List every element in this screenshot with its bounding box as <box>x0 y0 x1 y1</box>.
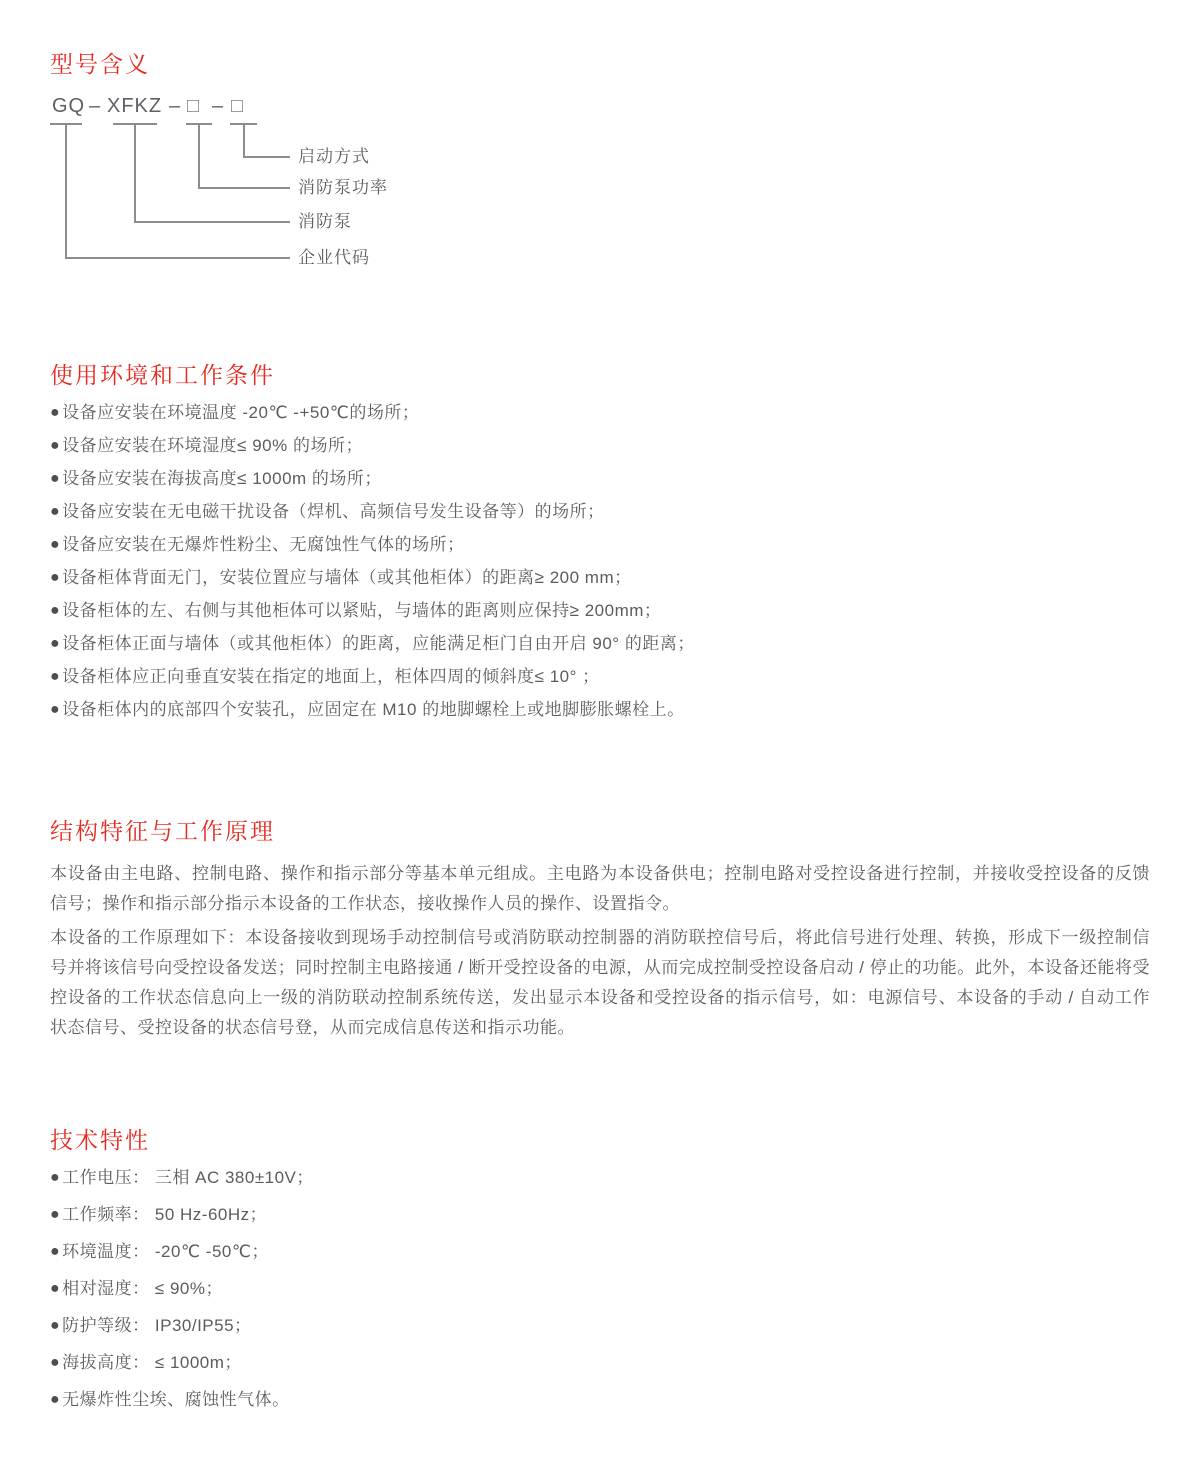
section-title-model-meaning: 型号含义 <box>50 51 150 77</box>
section-structure-principle <box>50 817 1150 1043</box>
list-item <box>50 700 1150 720</box>
diagram-label-fire-pump: 消防泵 <box>298 212 352 231</box>
list-item-text: 相对湿度： ≤ 90%； <box>62 1279 223 1298</box>
list-item-text: 设备应安装在无爆炸性粉尘、无腐蚀性气体的场所； <box>62 535 465 554</box>
section-title-structure: 结构特征与工作原理 <box>50 818 275 844</box>
connector-horizontal-start-mode <box>243 156 290 158</box>
model-code-dash: – <box>212 95 225 117</box>
list-item <box>50 403 1150 423</box>
list-item <box>50 535 1150 555</box>
bullet-icon: ● <box>50 701 61 718</box>
section-environment-conditions <box>50 361 1150 720</box>
list-item <box>50 601 1150 621</box>
connector-horizontal-fire-pump <box>134 221 290 223</box>
list-item <box>50 1279 1150 1299</box>
connector-vertical-pump <box>134 123 136 222</box>
model-code-placeholder-box: □ <box>231 95 245 117</box>
list-item-text: 防护等级： IP30/IP55； <box>62 1316 252 1335</box>
model-code-diagram <box>50 94 1150 279</box>
principle-paragraph: 本设备的工作原理如下：本设备接收到现场手动控制信号或消防联动控制器的消防联控信号后，将此信号进行处理、转换，形成下一级控制信号并将该信号向受控设备发送；同时控制主电路接通 / 断开受控设备的电源，从而完成控制受控设备启动 / 停止的功能。此外，本设备还能将受控设备的工作状态信息向上一级的消防联动控制系统传送，发出显示本设备和受控设备的指示信号，如：电源信号、本设备的手动 / 自动工作状态信号、受控设备的状态信号登，从而完成信息传送和指示功能。 <box>50 928 1150 1037</box>
list-item <box>50 568 1150 588</box>
section-title-environment: 使用环境和工作条件 <box>50 362 275 388</box>
bullet-icon: ● <box>50 470 61 487</box>
model-code-dash: – <box>169 95 182 117</box>
connector-vertical-company <box>65 123 67 258</box>
section-model-meaning <box>50 50 1150 279</box>
bullet-icon: ● <box>50 1169 61 1186</box>
list-item-text: 无爆炸性尘埃、腐蚀性气体。 <box>62 1390 290 1409</box>
bullet-icon: ● <box>50 635 61 652</box>
list-item <box>50 469 1150 489</box>
list-item-text: 设备柜体应正向垂直安装在指定的地面上，柜体四周的倾斜度≤ 10° ； <box>62 667 600 686</box>
diagram-label-pump-power: 消防泵功率 <box>298 178 388 197</box>
bullet-icon: ● <box>50 503 61 520</box>
bullet-icon: ● <box>50 1280 61 1297</box>
list-item-text: 设备柜体正面与墙体（或其他柜体）的距离，应能满足柜门自由开启 90° 的距离； <box>62 634 695 653</box>
technical-characteristics-list <box>50 1168 1150 1410</box>
diagram-label-company-code: 企业代码 <box>298 248 370 267</box>
model-code-placeholder-box: □ <box>187 95 201 117</box>
list-item-text: 环境温度： -20℃ -50℃； <box>62 1242 269 1261</box>
list-item-text: 设备柜体内的底部四个安装孔，应固定在 M10 的地脚螺栓上或地脚膨胀螺栓上。 <box>62 700 685 719</box>
bullet-icon: ● <box>50 1391 61 1408</box>
list-item <box>50 436 1150 456</box>
list-item <box>50 1205 1150 1225</box>
list-item <box>50 667 1150 687</box>
list-item-text: 工作频率： 50 Hz-60Hz； <box>62 1205 268 1224</box>
list-item-text: 设备应安装在无电磁干扰设备（焊机、高频信号发生设备等）的场所； <box>62 502 605 521</box>
connector-vertical-box2 <box>243 123 245 157</box>
list-item <box>50 1390 1150 1410</box>
connector-horizontal-pump-power <box>198 187 290 189</box>
section-technical-characteristics <box>50 1126 1150 1410</box>
connector-horizontal-company-code <box>65 257 290 259</box>
list-item <box>50 1168 1150 1188</box>
diagram-label-start-mode: 启动方式 <box>298 147 370 166</box>
bullet-icon: ● <box>50 569 61 586</box>
bullet-icon: ● <box>50 536 61 553</box>
list-item <box>50 502 1150 522</box>
list-item-text: 工作电压： 三相 AC 380±10V； <box>62 1168 314 1187</box>
list-item <box>50 1242 1150 1262</box>
bullet-icon: ● <box>50 1317 61 1334</box>
model-code-pump: XFKZ <box>107 95 163 117</box>
structure-paragraph: 本设备由主电路、控制电路、操作和指示部分等基本单元组成。主电路为本设备供电；控制电路对受控设备进行控制，并接收受控设备的反馈信号；操作和指示部分指示本设备的工作状态，接收操作人员的操作、设置指令。 <box>50 864 1150 913</box>
bullet-icon: ● <box>50 1243 61 1260</box>
bullet-icon: ● <box>50 668 61 685</box>
bullet-icon: ● <box>50 437 61 454</box>
connector-vertical-box1 <box>198 123 200 188</box>
model-code-company: GQ <box>52 95 86 117</box>
list-item-text: 设备柜体的左、右侧与其他柜体可以紧贴，与墙体的距离则应保持≥ 200mm； <box>62 601 662 620</box>
bullet-icon: ● <box>50 1354 61 1371</box>
model-code-dash: – <box>89 95 102 117</box>
environment-conditions-list <box>50 403 1150 720</box>
list-item-text: 设备应安装在环境湿度≤ 90% 的场所； <box>62 436 363 455</box>
list-item-text: 设备柜体背面无门，安装位置应与墙体（或其他柜体）的距离≥ 200 mm； <box>62 568 632 587</box>
section-title-technical: 技术特性 <box>50 1127 150 1153</box>
list-item <box>50 1316 1150 1336</box>
bullet-icon: ● <box>50 404 61 421</box>
list-item <box>50 1353 1150 1373</box>
bullet-icon: ● <box>50 602 61 619</box>
bullet-icon: ● <box>50 1206 61 1223</box>
list-item <box>50 634 1150 654</box>
list-item-text: 设备应安装在环境温度 -20℃ -+50℃的场所； <box>62 403 420 422</box>
list-item-text: 海拔高度： ≤ 1000m； <box>62 1353 242 1372</box>
list-item-text: 设备应安装在海拔高度≤ 1000m 的场所； <box>62 469 382 488</box>
